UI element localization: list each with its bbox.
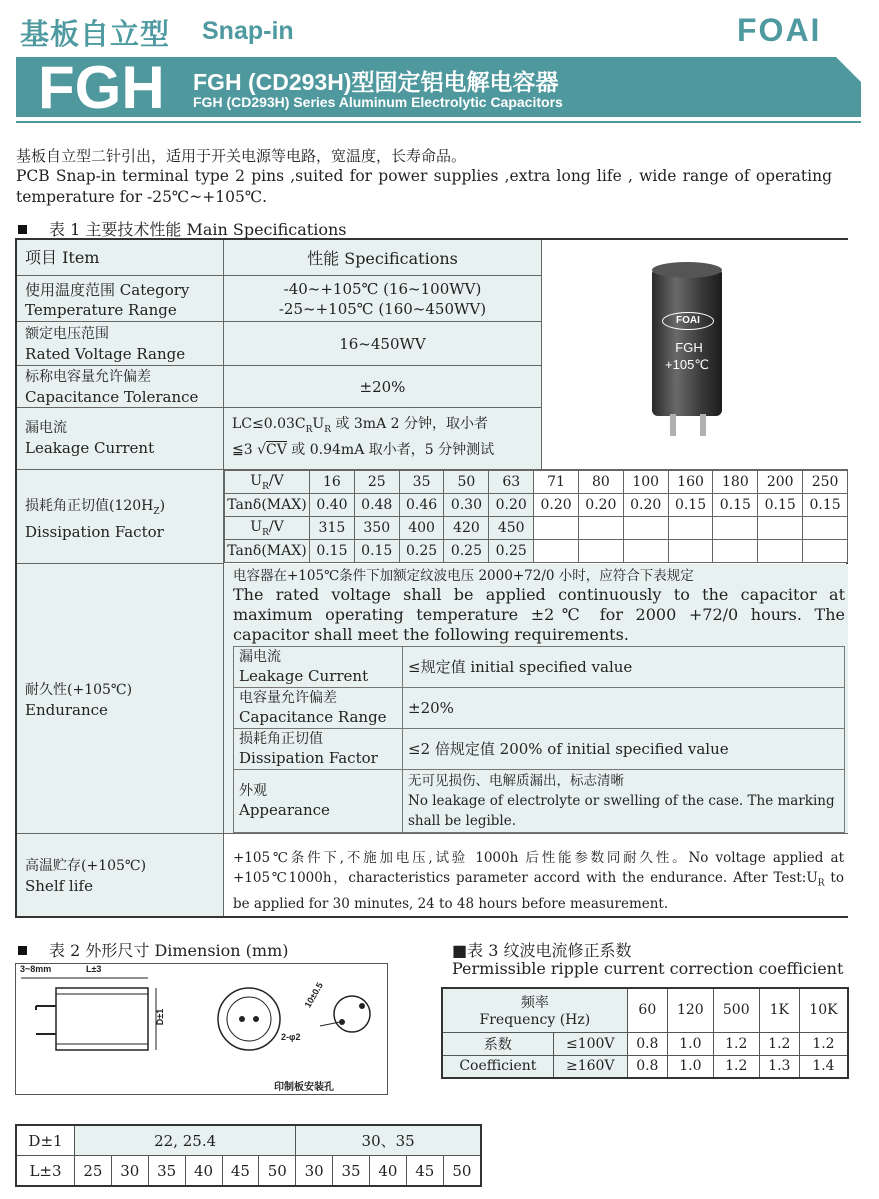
end-req-row [234,729,845,770]
temp-label-cn: 使用温度范围 Category [25,281,190,299]
volt-value: 16~450WV [224,322,542,366]
df-cell: 35 [399,471,444,494]
ripple-row [442,1032,848,1055]
capacitor-model: FGH [675,340,703,355]
end-label [17,564,224,834]
df-cell: 350 [354,517,399,540]
coef-cell: 1.2 [713,1032,759,1055]
df-cell: 0.20 [534,494,579,517]
end-req-en: Leakage Current [239,667,369,685]
intro-cn: 基板自立型二针引出，适用于开关电源等电路，宽温度，长寿命品。 [16,147,467,165]
df-cell: 71 [534,471,579,494]
end-req-label [234,688,403,729]
dim-cell: 50 [259,1156,296,1187]
dim-group: 30、35 [296,1125,481,1156]
header-title-en: Snap-in [202,17,294,45]
shelf-label-en: Shelf life [25,877,93,895]
capacitor-temp: +105℃ [665,357,709,372]
df-label-en: Dissipation Factor [25,522,164,541]
df-row-t2 [225,540,848,563]
freq-header [442,988,627,1032]
df-ur: U [250,472,263,489]
appearance-cn: 无可见损伤、电解质漏出，标志清晰 [408,773,624,789]
df-cell: 0.20 [623,494,668,517]
dim-cell: 35 [148,1156,185,1187]
coef-cell: 1.2 [799,1032,848,1055]
end-req-cn: 漏电流 [239,649,281,665]
df-cell: 0.15 [354,540,399,563]
coef-cell: 1.4 [799,1055,848,1078]
coef-label-en: Coefficient [442,1055,553,1078]
table1-caption [18,217,347,240]
diameter-label: D±1 [155,1008,166,1026]
shelf-sub: R [817,878,825,889]
df-cell: 25 [354,471,399,494]
df-cell: 80 [578,471,623,494]
df-ur: U [250,518,263,535]
end-req-row [234,770,845,833]
volt-label-cn: 额定电压范围 [25,326,109,342]
df-cell-empty [623,517,668,540]
ripple-table [441,987,849,1079]
freq-cell: 60 [627,988,667,1032]
df-cell-empty [623,540,668,563]
end-req-cn: 损耗角正切值 [239,731,323,747]
end-req-en: Capacitance Range [239,708,387,726]
df-cell-empty [668,540,713,563]
coef-label-cn: 系数 [442,1032,553,1055]
df-cell: 16 [310,471,355,494]
end-intro-en: The rated voltage shall be applied continuously to the capacitor at maximum operating temperature ±2℃ for 2000 +72/0 hours. The capacitor shall meet the following requirements. [233,585,845,644]
end-req-label [234,647,403,688]
leak-cv: CV [266,441,287,458]
dimension-drawing [15,963,388,1095]
df-cell-empty [668,517,713,540]
lead-length-label: 3~8mm [20,964,52,974]
pcb-hole-diagram [334,996,370,1032]
capacitor-top [652,262,722,278]
df-label-sub: Z [153,506,160,517]
end-req-value: ±20% [403,688,845,729]
df-cell: 0.15 [713,494,758,517]
df-cell: 0.15 [310,540,355,563]
df-label-cn [25,496,215,522]
coef-cell: 1.2 [713,1055,759,1078]
leak-label [17,408,224,470]
df-cell: 160 [668,471,713,494]
dimension-table [15,1124,482,1187]
df-cell: 0.48 [354,494,399,517]
df-label-close: ) [159,498,166,514]
df-cell-empty [534,517,579,540]
dim-row-d [16,1125,481,1156]
end-req-label [234,770,403,833]
end-req-value [403,770,845,833]
end-req-row [234,647,845,688]
shelf-label-cn: 高温贮存(+105℃) [25,858,147,874]
ripple-head-row [442,988,848,1032]
df-tan-header: Tanδ(MAX) [225,540,310,563]
df-table [224,470,848,563]
end-req-en: Dissipation Factor [239,749,378,767]
dim-cell: 45 [222,1156,259,1187]
capacitor-side-view [56,988,148,1050]
header-title-cn: 基板自立型 [20,19,171,51]
pcb-hole [359,1003,365,1009]
df-ur-sub: R [262,527,269,538]
tol-label-en: Capacitance Tolerance [25,388,199,406]
end-req-value: ≤2 倍规定值 200% of initial specified value [403,729,845,770]
ripple-row [442,1055,848,1078]
end-req-en: Appearance [239,801,330,819]
dim-group: 22, 25.4 [75,1125,296,1156]
freq-cell: 10K [799,988,848,1032]
df-label-cn-text: 损耗角正切值(120H [25,498,154,514]
freq-cn: 频率 [520,995,549,1012]
table2-caption-text: 表 2 外形尺寸 Dimension (mm) [49,941,289,960]
df-cell: 400 [399,517,444,540]
leak-sub: R [324,424,331,435]
df-cell: 180 [713,471,758,494]
df-ur-tail: /V [268,472,284,489]
coef-cond: ≤100V [553,1032,627,1055]
df-cell: 63 [489,471,534,494]
dim-cell: 50 [443,1156,481,1187]
volt-label [17,322,224,366]
bullet-icon [18,225,27,234]
banner-divider [16,121,861,123]
table2-caption [18,938,289,961]
spec-head-spec: 性能 Specifications [224,240,542,276]
leak-text: LC≤0.03C [232,416,306,432]
dim-l-label: L±3 [16,1156,75,1187]
table1-caption-text: 表 1 主要技术性能 Main Specifications [49,220,347,239]
freq-cell: 120 [667,988,713,1032]
df-cell: 200 [758,471,803,494]
temp-label-en: Temperature Range [25,301,177,319]
tol-label [17,366,224,408]
dim-cell: 40 [185,1156,222,1187]
df-cell: 0.15 [668,494,713,517]
dimension-svg [16,964,387,1094]
leak-text: 或 3mA 2 分钟，取小者 [331,416,489,432]
df-row-v1 [225,471,848,494]
banner-title-cn: FGH (CD293H)型固定铝电解电容器 [193,69,559,95]
df-cell: 0.15 [758,494,803,517]
end-req-value: ≤规定值 initial specified value [403,647,845,688]
df-cell: 315 [310,517,355,540]
leak-sub: R [305,424,313,435]
volt-label-en: Rated Voltage Range [25,345,186,363]
df-cell-empty [713,517,758,540]
end-label-cn: 耐久性(+105℃) [25,682,133,698]
intro-en: PCB Snap-in terminal type 2 pins ,suited for power supplies ,extra long life , wide range of operating temperature for -25℃~+105℃. [16,167,832,206]
dim-row-l [16,1156,481,1187]
dim-cell: 30 [296,1156,333,1187]
df-cell: 0.15 [803,494,848,517]
leak-text: ≦3 [232,441,253,458]
df-ur-header [225,517,310,540]
capacitor-pin [670,414,676,436]
dim-cell: 45 [406,1156,443,1187]
leak-text: U [312,416,325,432]
temp-value-1: -40~+105℃ (16~100WV) [283,279,482,298]
bullet-icon [18,946,27,955]
freq-cell: 500 [713,988,759,1032]
pcb-note: 印制板安装孔 [274,1082,334,1093]
sqrt-icon: √ [257,441,267,458]
dim-cell: 40 [370,1156,407,1187]
leak-line-1 [232,414,541,440]
end-req-row [234,688,845,729]
df-cell: 420 [444,517,489,540]
leak-label-cn: 漏电流 [25,420,67,436]
df-cell-empty [803,540,848,563]
coef-cell: 0.8 [627,1032,667,1055]
leak-line-2 [232,440,541,460]
df-cell: 0.20 [578,494,623,517]
shelf-value [224,834,848,916]
coef-cell: 1.3 [759,1055,799,1078]
end-req-table [233,646,845,833]
shelf-label [17,834,224,916]
end-req-cn: 外观 [239,783,267,799]
freq-cell: 1K [759,988,799,1032]
leak-label-en: Leakage Current [25,439,155,457]
df-cell: 0.25 [399,540,444,563]
spec-head-item: 项目 Item [17,240,224,276]
coef-cell: 1.0 [667,1055,713,1078]
tol-label-cn: 标称电容量允许偏差 [25,369,151,385]
pin-label: 2-φ2 [281,1032,301,1042]
end-label-en: Endurance [25,701,108,719]
table3-caption-en: Permissible ripple current correction coefficient [452,959,844,978]
df-cell-empty [758,517,803,540]
df-cell: 0.20 [489,494,534,517]
coef-cell: 0.8 [627,1055,667,1078]
brand-logo: FOAI [737,12,822,48]
df-ur-header [225,471,310,494]
capacitor-logo: FOAI [662,312,714,330]
freq-en: Frequency (Hz) [479,1012,591,1029]
coef-cond: ≥160V [553,1055,627,1078]
dim-cell: 25 [75,1156,112,1187]
dim-d-label: D±1 [16,1125,75,1156]
df-tan-header: Tanδ(MAX) [225,494,310,517]
df-cell: 450 [489,517,534,540]
df-cell-empty [713,540,758,563]
temp-value-2: -25~+105℃ (160~450WV) [278,299,487,318]
leak-value [224,408,542,470]
dim-cell: 35 [333,1156,370,1187]
df-label [17,470,224,564]
length-label: L±3 [86,964,102,974]
banner-model: FGH [38,54,165,121]
dim-cell: 30 [111,1156,148,1187]
table3-caption-cn: ■表 3 纹波电流修正系数 [452,941,632,960]
df-cell-empty [803,517,848,540]
end-intro-cn: 电容器在+105℃条件下加额定纹波电压 2000+72/0 小时，应符合下表规定 [233,568,694,584]
tol-value: ±20% [224,366,542,408]
end-req-label [234,729,403,770]
df-cell-empty [578,517,623,540]
temp-value [224,276,542,322]
shelf-text: +105℃条件下,不施加电压,试验 1000h 后性能参数同耐久性。No voltage applied at +105℃1000h，characteristics parameter accord with the endurance. After Test:U [233,850,844,886]
df-ur-sub: R [262,481,269,492]
df-cell: 50 [444,471,489,494]
df-row-t1 [225,494,848,517]
df-row-v2 [225,517,848,540]
hole-spacing-label: 10±0.5 [302,980,325,1010]
banner-title-en: FGH (CD293H) Series Aluminum Electrolytic Capacitors [193,94,563,110]
df-cell: 0.25 [489,540,534,563]
df-cell: 0.46 [399,494,444,517]
leak-text: 或 0.94mA 取小者，5 分钟测试 [286,441,495,458]
df-cell: 0.25 [444,540,489,563]
spec-table [15,238,848,918]
terminal-hole [239,1016,245,1022]
end-req-cn: 电容量允许偏差 [239,690,337,706]
terminal-hole [253,1016,259,1022]
df-cell: 250 [803,471,848,494]
df-cell-empty [758,540,803,563]
df-cell: 0.30 [444,494,489,517]
coef-cell: 1.0 [667,1032,713,1055]
capacitor-pin [700,414,706,436]
df-cell: 0.40 [310,494,355,517]
df-ur-tail: /V [268,518,284,535]
appearance-en: No leakage of electrolyte or swelling of the case. The marking shall be legible. [408,793,835,829]
df-cell-empty [578,540,623,563]
df-cell: 100 [623,471,668,494]
shelf-text: to be applied for 30 minutes, 24 to 48 hours before measurement. [233,870,844,912]
coef-cell: 1.2 [759,1032,799,1055]
temp-label [17,276,224,322]
df-cell-empty [534,540,579,563]
